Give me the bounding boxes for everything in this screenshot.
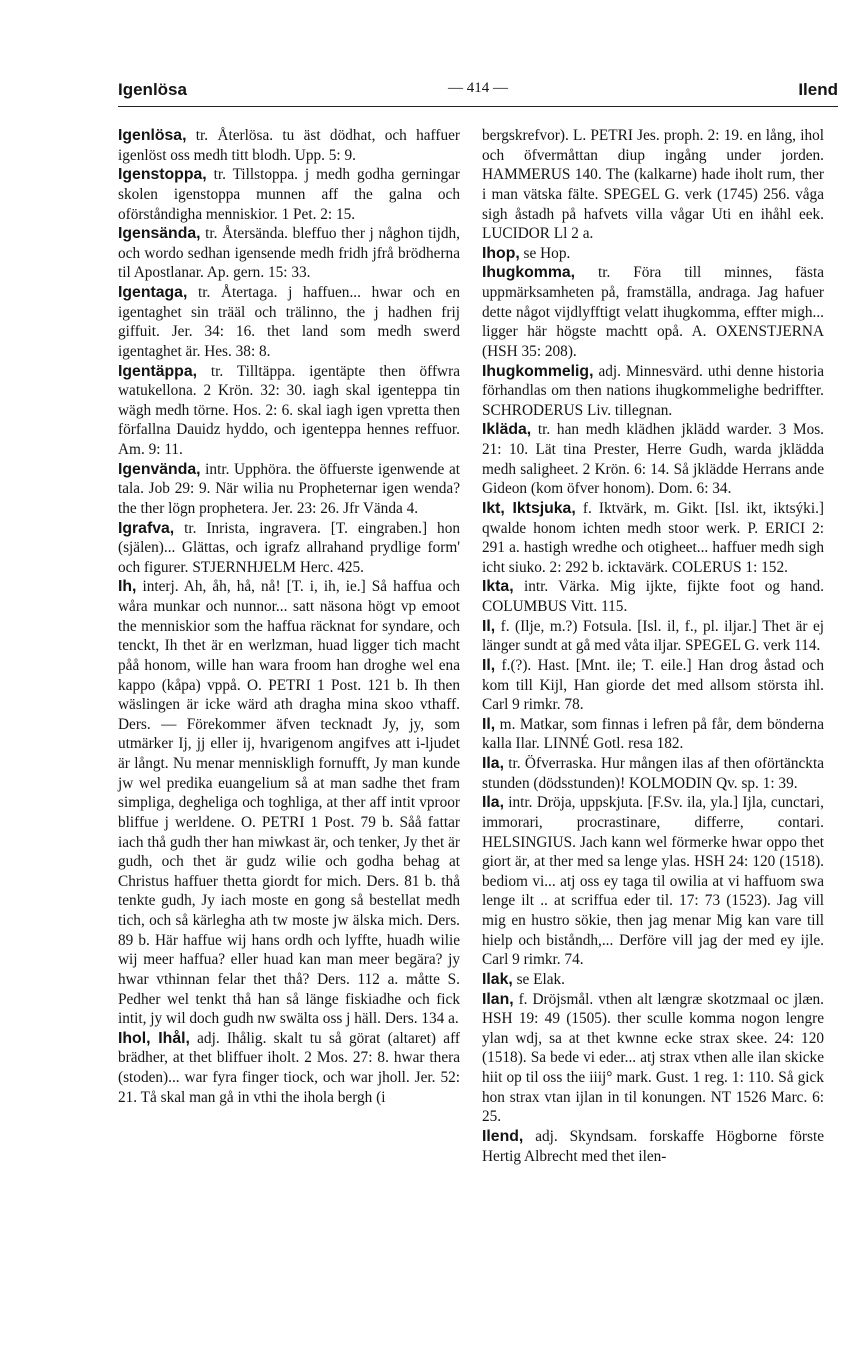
dictionary-entry [118, 1029, 460, 1108]
entry-text: tr. Återtaga. j haffuen... hwar och en igentaghet sin trääl och trälinno, the j hadhen frij giffuit. Jer. 34: 16. thet land som medh swerd igentaghet är. Hes. 38: 8. [118, 284, 460, 360]
entry-text: tr. Tillstoppa. j medh godha gerningar skolen igenstoppa munnen aff the galna och oförståndigha menniskior. 1 Pet. 2: 15. [118, 166, 460, 223]
dictionary-entry [118, 165, 460, 224]
dictionary-entry [118, 460, 460, 519]
entry-headword: Igentäppa, [118, 362, 197, 380]
entry-text: tr. Inrista, ingravera. [T. eingraben.] hon (själen)... Glättas, och igrafz allrahand prydlige form' och figurer. STJERNHJELM Herc. 425. [118, 519, 460, 576]
entry-text: f. Dröjsmål. vthen alt længræ skotzmaal oc jlæn. HSH 19: 49 (1505). ther sculle komma nogon lengre ylan wdj, sa at thet kwnne ecke strax skee. 24: 120 (1518). Sa bede vi eder... atj strax vthen alle ilan skicke hiit op til oss the iiij° mark. Gust. 1 reg. 1: 110. Så gick hon strax vtan ijlan in til konungen. NT 1526 Marc. 6: 25. [482, 990, 824, 1126]
entry-text: tr. Föra till minnes, fästa uppmärksamheten på, framställa, andraga. Jag hafuer dette något vijdlyfftigt velatt ihugkomma, effter migh... ligger här högste machtt opå. A. OXENSTJERNA (HSH 35: 208). [482, 264, 824, 360]
dictionary-entry [118, 224, 460, 283]
entry-headword: Ihugkommelig, [482, 362, 594, 380]
entry-text: f. (Ilje, m.?) Fotsula. [Isl. il, f., pl. iljar.] Thet är ej länger sundt at gå med våta iljar. SPEGEL G. verk 114. [482, 617, 824, 655]
dictionary-entry [482, 715, 824, 754]
entry-text: tr. Återlösa. tu äst dödhat, och haffuer igenlöst oss medh titt blodh. Upp. 5: 9. [118, 127, 460, 164]
entry-text: f. Iktvärk, m. Gikt. [Isl. ikt, iktsýki.] qwalde honom ichten medh stoor werk. P. ERICI 2: 291 a. hastigh wredhe och otigheet... haffuer medh sigh icht siuko. 2: 292 b. icktavärk. COLERUS 1: 152. [482, 499, 824, 576]
entry-headword: Il, [482, 656, 496, 674]
dictionary-entry [482, 577, 824, 616]
dictionary-entry [118, 519, 460, 578]
dictionary-entry [482, 362, 824, 421]
page-number: — 414 — [448, 80, 508, 96]
entry-headword: Il, [482, 715, 496, 733]
dictionary-entry [482, 420, 824, 499]
entry-headword: Igentaga, [118, 284, 188, 301]
entry-headword: Igrafva, [118, 519, 175, 537]
dictionary-entry [482, 656, 824, 715]
entry-headword: Ilak, [482, 970, 513, 988]
entry-text: tr. han medh klädhen jklädd warder. 3 Mos. 21: 10. Lät tina Prester, Herre Gudh, warda jklädda medh saligheet. 2 Krön. 6: 14. Så jklädde Herrans ande Gideon (kom öfver honom). Dom. 6: 34. [482, 421, 824, 498]
entry-headword: Igenlösa, [118, 127, 187, 144]
running-header [118, 80, 838, 106]
dictionary-entry [482, 244, 824, 264]
dictionary-entry [482, 499, 824, 578]
entry-headword: Igensända, [118, 225, 201, 243]
entry-text: bergskrefvor). L. PETRI Jes. proph. 2: 19. en lång, ihol och öfvermåttan diup ingång under jorden. HAMMERUS 140. The (kalkarne) hade iholt rum, ther i man vätska fälte. SPEGEL G. verk (1745) 256. våga sigh åstadh på hafvets villa vågar Uti en ihåhl eek. LUCIDOR Ll 2 a. [482, 127, 824, 243]
right-column [482, 126, 824, 1166]
entry-text: tr. Öfverraska. Hur mången ilas af then oförtänckta stunden (dödsstunden)! KOLMODIN Qv. sp. 1: 39. [482, 755, 824, 792]
dictionary-entry [482, 793, 824, 970]
header-rule [118, 106, 838, 107]
entry-headword: Ikt, Iktsjuka, [482, 499, 576, 517]
entry-headword: Igenvända, [118, 460, 201, 478]
dictionary-entry [482, 617, 824, 656]
entry-text: se Hop. [519, 244, 571, 262]
entry-text: interj. Ah, åh, hå, nå! [T. i, ih, ie.] Så haffua och wåra munkar och nunnor... satt näsona högt vp emoot the menniskior som the haffua räcknat for syndare, och tenckt, Ih thet är en werlzman, huad ligger tich macht påå honom, wille han wara froom han droghe wel ena kappo (kåpa) vppå. O. PETRI 1 Post. 121 b. Ih then wäslingen är icke wärd ath dragha mina skoo vthaff. Ders. — Förekommer äfven tecknadt Jy, jy, som utmärker Ij, jj eller ij, hvarigenom angifves att i-ljudet är långt. Nu menar menniskligh fornufft, Jy man kunde jw wel predika euangelium så at man sadhe thet fram simpliga, degheliga och toghliga, at ther aff intit vproor bliffue j werldene. O. PETRI 1 Post. 79 b. Såå fattar iach thå gudh ther han miwkast är, och tenker, Jy thet är gudh, och thet är gudz wilie och godha behag at Christus haffuer thetta giordt for mich. Ders. 81 b. thå tenkte gudh, Jy iach moste en gong så bestellat medh tich, och så kärlegha ath tw moste jw älska mich. Ders. 89 b. Här haffue wij hans ordh och lyffte, huadh wilie wij meer haffua? eller huad kan man meer begära? jy hwar vthinnan felar thet thå? Ders. 112 a. måtte S. Pedher wel tenkt thå han så länge fiskiadhe och fick intit, jy wil doch gudh nw swälta oss j häll. Ders. 134 a. [118, 578, 460, 1028]
entry-headword: Ikläda, [482, 421, 532, 439]
entry-headword: Ih, [118, 578, 137, 596]
entry-headword: Il, [482, 617, 496, 635]
entry-text: f.(?). Hast. [Mnt. ile; T. eile.] Han drog åstad och kom till Kijl, Han giorde det med allsom största ihl. Carl 9 rimkr. 78. [482, 656, 824, 714]
dictionary-entry [482, 990, 824, 1127]
entry-text: tr. Återsända. bleffuo ther j någhon tijdh, och wordo sedhan igensende medh fridh jfrå brödherna til Apostlanar. Ap. gern. 15: 33. [118, 225, 460, 282]
dictionary-entry [482, 754, 824, 793]
dictionary-entry [118, 126, 460, 165]
dictionary-entry [118, 577, 460, 1028]
entry-text: intr. Upphöra. the öffuerste igenwende at tala. Job 29: 9. När wilia nu Propheternar igen wenda? the ther lögn prophetera. Jer. 23: 26. Jfr Vända 4. [118, 460, 460, 517]
dictionary-entry [482, 1127, 824, 1166]
entry-headword: Ila, [482, 794, 504, 812]
dictionary-entry [118, 283, 460, 362]
dictionary-entry [482, 970, 824, 990]
entry-headword: Igenstoppa, [118, 166, 207, 184]
entry-text: intr. Värka. Mig ijkte, fijkte foot og hand. COLUMBUS Vitt. 115. [482, 578, 824, 615]
entry-headword: Ilend, [482, 1127, 524, 1145]
dictionary-entry [482, 263, 824, 361]
header-first-word: Igenlösa [118, 80, 187, 99]
entry-headword: Ila, [482, 755, 504, 772]
header-last-word: Ilend [798, 80, 838, 99]
dictionary-entry [482, 126, 824, 244]
dictionary-entry [118, 362, 460, 460]
entry-text: se Elak. [512, 970, 565, 988]
left-column [118, 126, 460, 1107]
entry-headword: Ihol, Ihål, [118, 1029, 190, 1047]
entry-text: m. Matkar, som finnas i lefren på får, dem bönderna kalla Ilar. LINNÉ Gotl. resa 182. [482, 715, 824, 753]
entry-headword: Ilan, [482, 990, 514, 1008]
entry-text: adj. Minnesvärd. uthi denne historia förhandlas om then nations ihugkommelighe bedriffter. SCHRODERUS Liv. tillegnan. [482, 362, 824, 419]
entry-text: adj. Skyndsam. forskaffe Högborne förste Hertig Albrecht med thet ilen- [482, 1127, 824, 1165]
entry-headword: Ihugkomma, [482, 264, 576, 282]
entry-headword: Ikta, [482, 578, 514, 596]
entry-text: adj. Ihålig. skalt tu så görat (altaret) aff brädher, at thet bliffuer iholt. 2 Mos. 27: 8. hwar thera (stoden)... war fyra finger tiock, och war jholl. Jer. 52: 21. Tå skal man gå in vthi the ihola bergh (i [118, 1029, 460, 1106]
entry-text: tr. Tilltäppa. igentäpte then öffwra watukellona. 2 Krön. 32: 30. iagh skal igenteppa tin wägh medh törne. Hos. 2: 6. skal iagh igen vpretta then förfallna Dauidz hyddo, och igenteppa hennes reffuor. Am. 9: 11. [118, 362, 460, 458]
entry-headword: Ihop, [482, 244, 520, 262]
entry-text: intr. Dröja, uppskjuta. [F.Sv. ila, yla.] Ijla, cunctari, immorari, procrastinare, differre, contari. HELSINGIUS. Jach kann wel förmerke hwar oppo thet giort är, at ther med sa lenge ylas. HSH 24: 120 (1518). bediom vi... atj oss ey taga til owilia at vi haffuom swa lenge ilt .. at scriffua eder til. 17: 73 (1523). Jag vill mig en hustro sökie, then jag menar Mig kan vare till hielp och biståndh,... Derföre vill jag der med ey ijle. Carl 9 rimkr. 74. [482, 794, 824, 969]
